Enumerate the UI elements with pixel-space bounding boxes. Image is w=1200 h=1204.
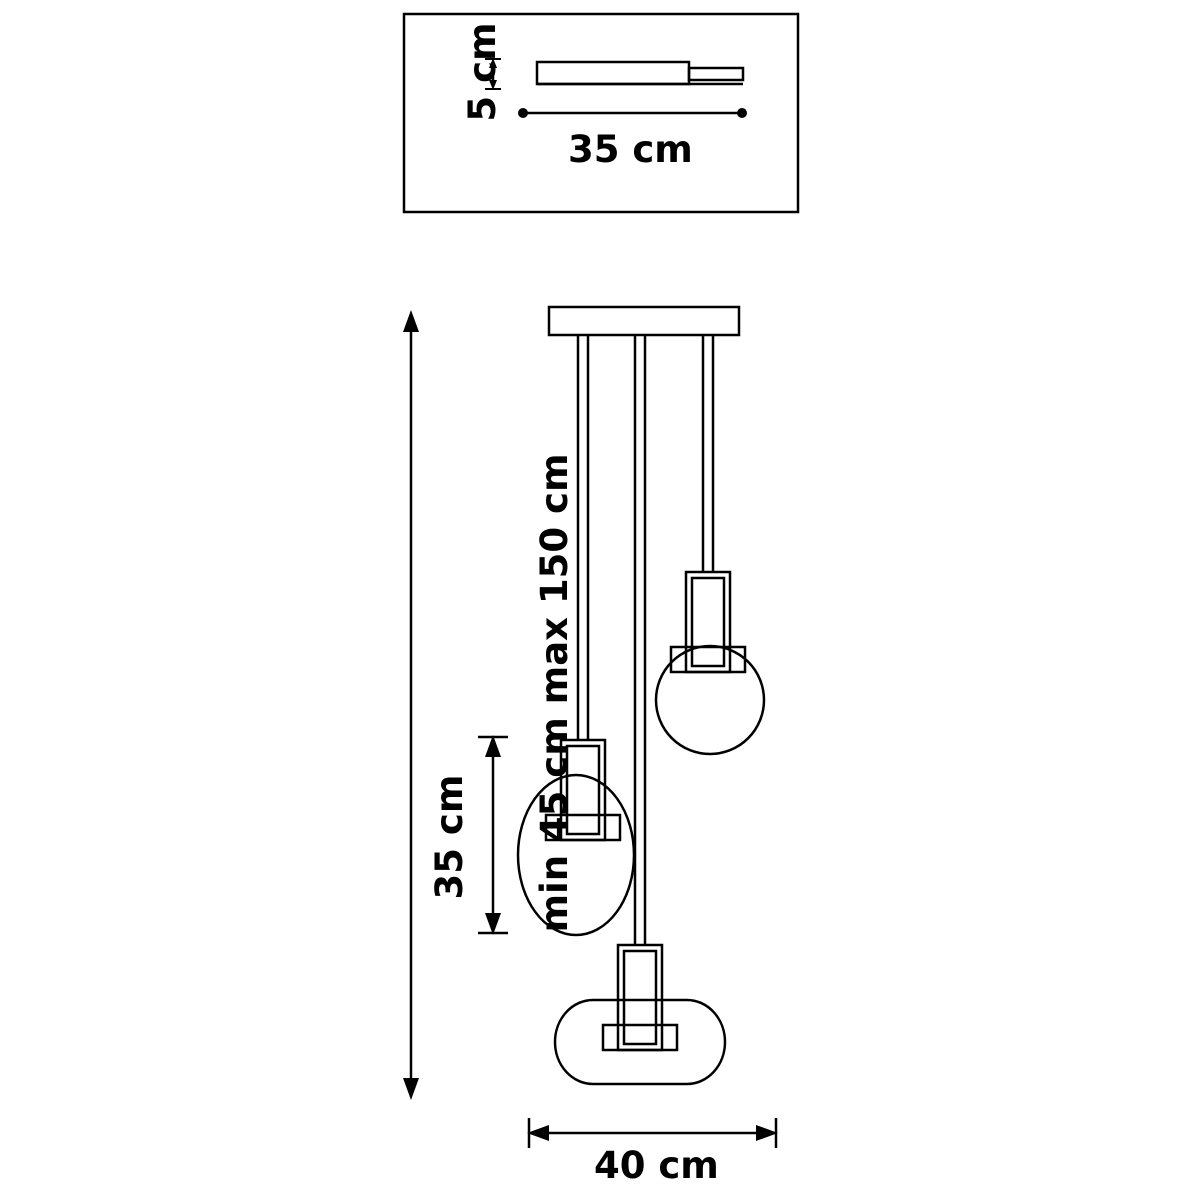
lamp-holder-inner-right <box>692 578 724 666</box>
label-shade-height: 35 cm <box>428 774 471 900</box>
label-overall-drop: min 45 cm max 150 cm <box>533 453 576 933</box>
dimension-shade-height <box>478 735 508 935</box>
arrow-left-icon <box>527 1125 549 1141</box>
arrow-up-icon <box>403 310 419 332</box>
main-view-group <box>403 307 778 1148</box>
dimension-overall-drop <box>403 310 419 1100</box>
ceiling-plate <box>549 307 739 335</box>
flat-oval-shade-center <box>555 1000 725 1084</box>
arrow-right-icon <box>756 1125 778 1141</box>
dimension-canopy-width <box>518 108 747 118</box>
label-spread: 40 cm <box>594 1144 719 1187</box>
pendant-center <box>555 945 725 1084</box>
dim-endpoint-right <box>737 108 747 118</box>
arrow-up-icon <box>485 735 501 757</box>
label-canopy-height: 5 cm <box>461 22 504 122</box>
dim-endpoint-left <box>518 108 528 118</box>
label-canopy-width: 35 cm <box>568 128 693 171</box>
pendant-right <box>656 572 764 754</box>
canopy-body <box>537 62 689 84</box>
arrow-down-icon <box>403 1078 419 1100</box>
lamp-holder-inner-center <box>624 951 656 1044</box>
canopy-tail <box>689 68 743 80</box>
canopy-profile <box>537 62 743 84</box>
lamp-collar-center <box>603 1025 677 1050</box>
arrow-down-icon <box>485 913 501 935</box>
ceiling-plate-body <box>549 307 739 335</box>
